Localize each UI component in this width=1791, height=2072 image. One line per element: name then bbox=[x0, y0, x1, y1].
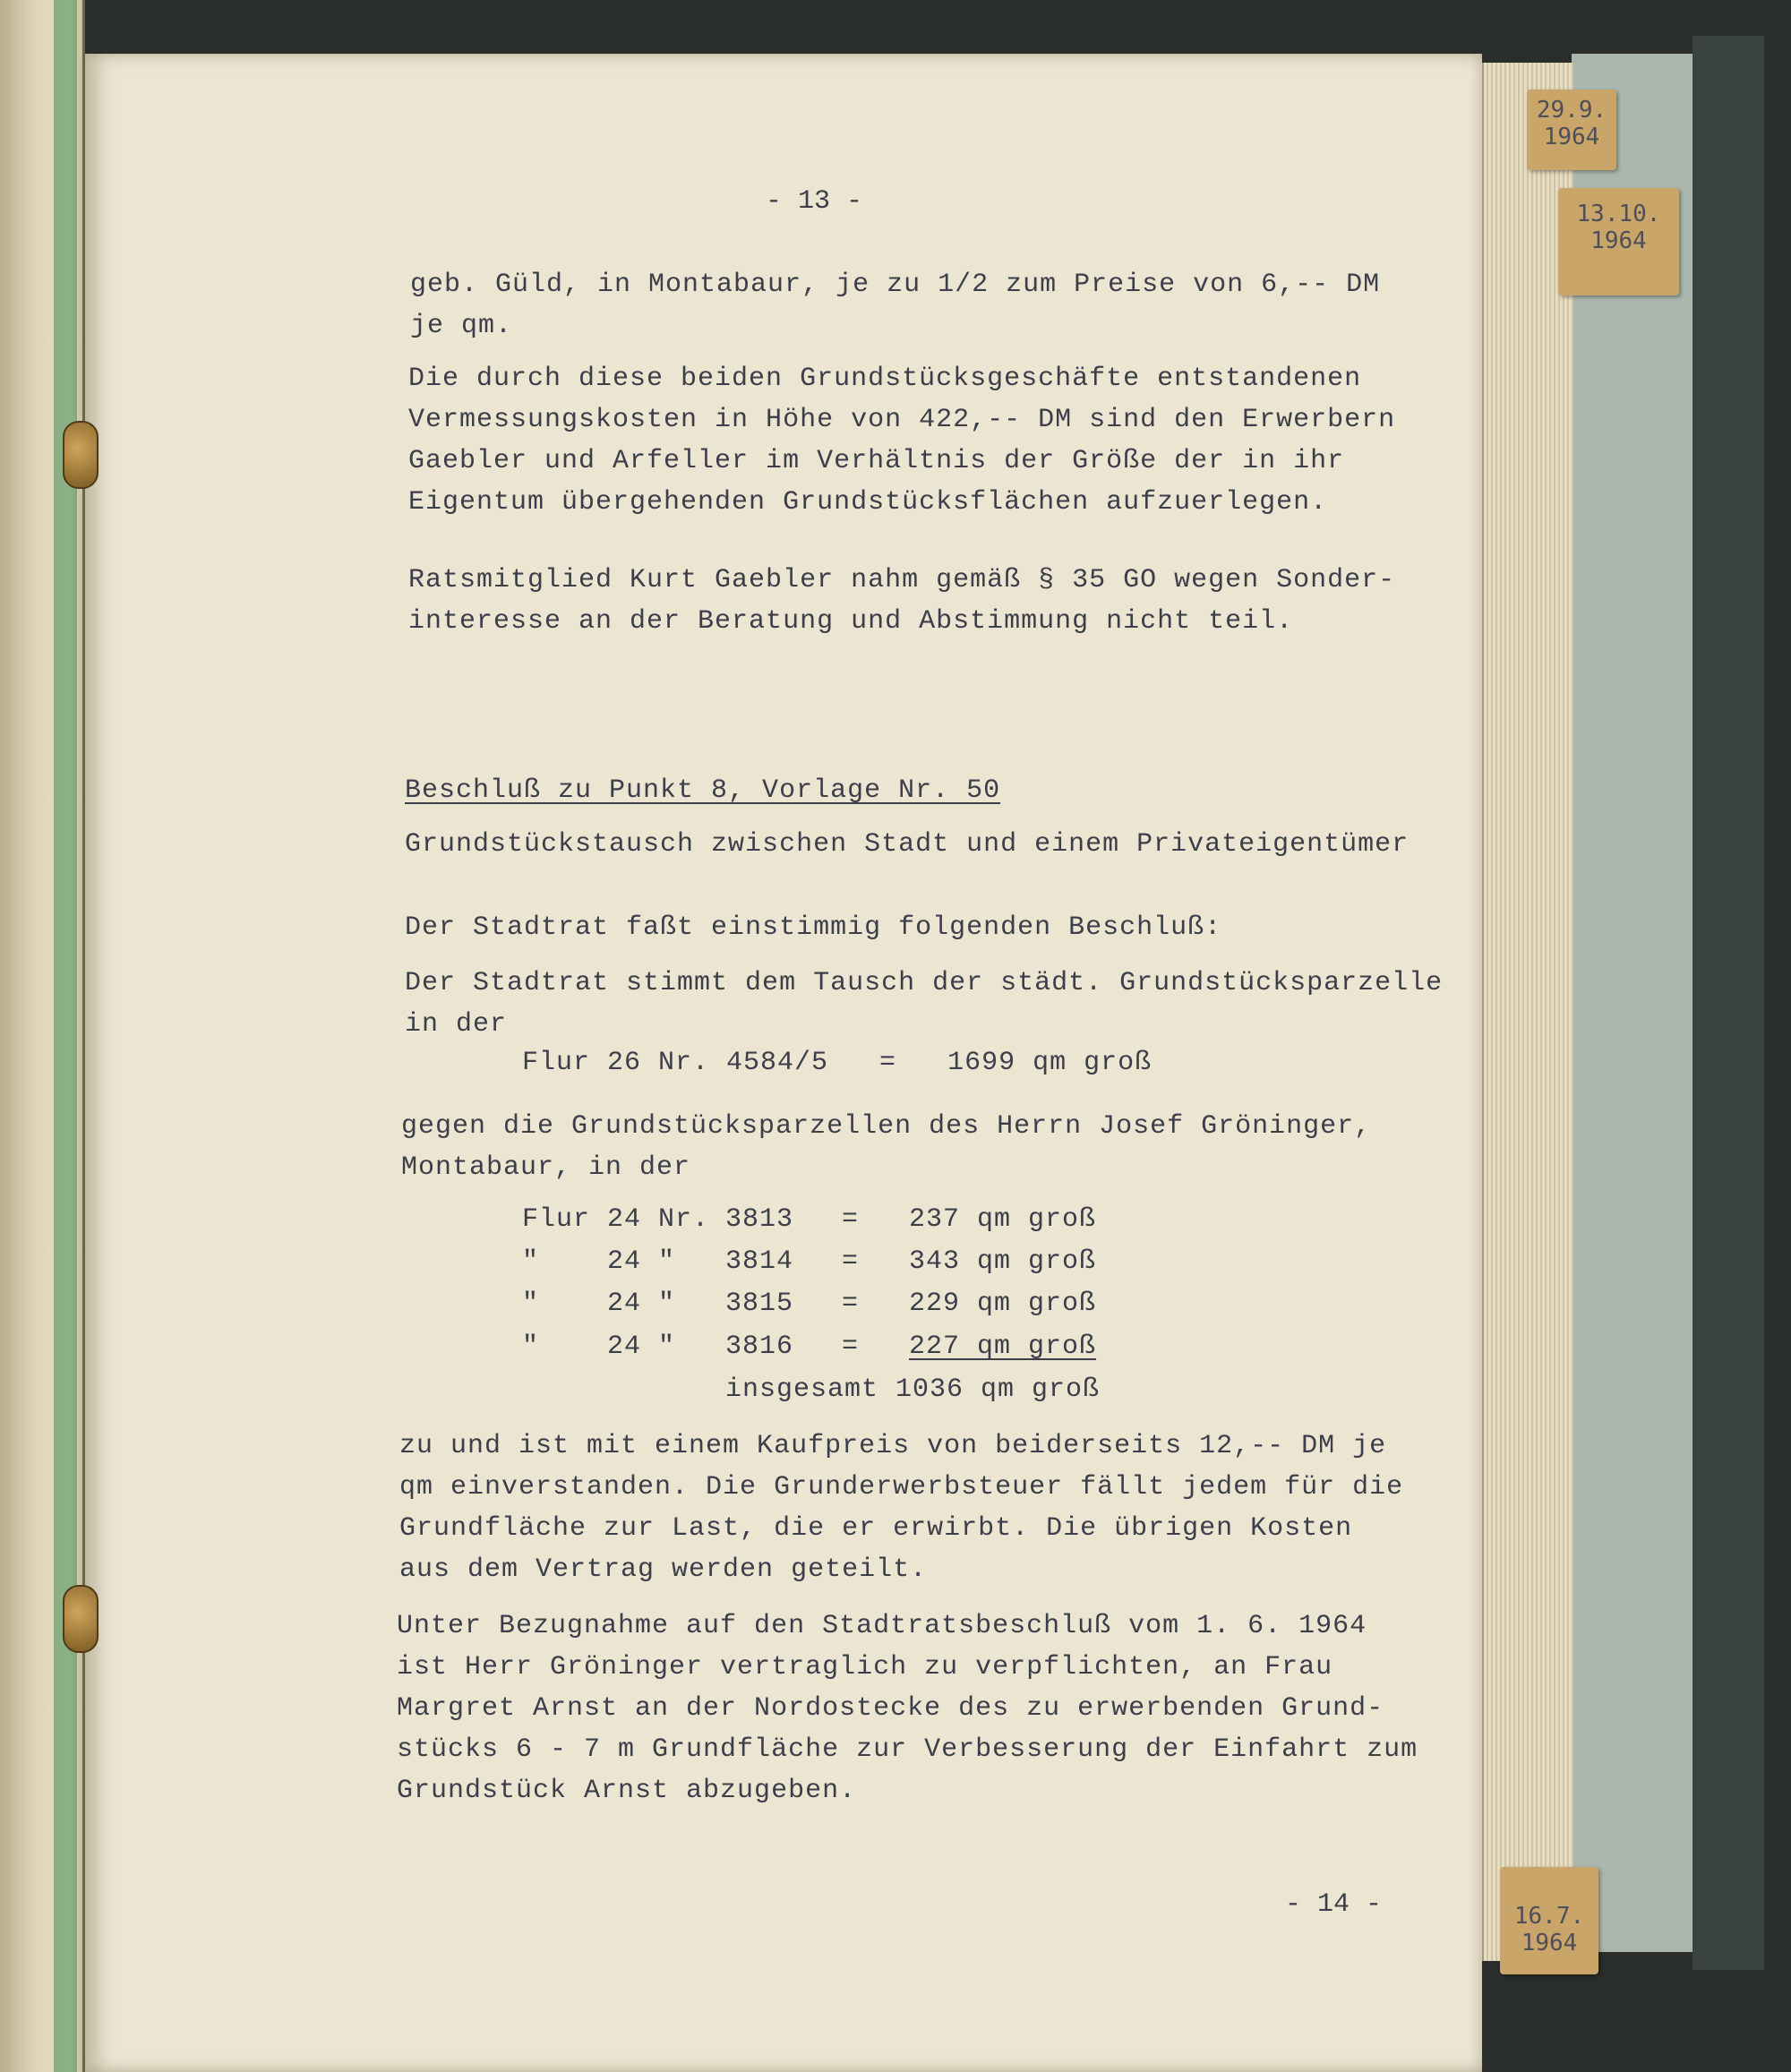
parcel-eq: = bbox=[842, 1204, 860, 1235]
paragraph bbox=[408, 358, 1395, 523]
binder-cover bbox=[1692, 36, 1764, 1970]
binder-ring bbox=[63, 1585, 99, 1653]
text-line: geb. Güld, in Montabaur, je zu 1/2 zum Preise von 6,-- DM bbox=[410, 270, 1381, 300]
parcel-flur: " 24 " bbox=[522, 1289, 676, 1319]
text-line: interesse an der Beratung und Abstimmung nicht teil. bbox=[408, 606, 1294, 637]
date-tab[interactable] bbox=[1558, 188, 1679, 295]
text-line: Unter Bezugnahme auf den Stadtratsbeschluß vom 1. 6. 1964 bbox=[397, 1611, 1367, 1641]
text-line: Ratsmitglied Kurt Gaebler nahm gemäß § 35 GO wegen Sonder- bbox=[408, 565, 1396, 595]
text-line: Gaebler und Arfeller im Verhältnis der Größe der in ihr bbox=[408, 446, 1345, 476]
tab-line: 16.7. bbox=[1513, 1903, 1585, 1930]
text-line: Montabaur, in der bbox=[401, 1152, 691, 1183]
tab-line: 1964 bbox=[1590, 227, 1647, 254]
text-line: je qm. bbox=[410, 311, 513, 341]
paragraph bbox=[399, 1426, 1403, 1590]
paragraph bbox=[405, 963, 1443, 1045]
parcel-flur: " 24 " bbox=[522, 1331, 676, 1362]
text-line: zu und ist mit einem Kaufpreis von beiderseits 12,-- DM je bbox=[399, 1431, 1387, 1461]
tab-line: 29.9. bbox=[1536, 97, 1607, 124]
parcel-area: 227 qm groß bbox=[909, 1331, 1097, 1362]
paragraph bbox=[410, 264, 1380, 347]
text-line: stücks 6 - 7 m Grundfläche zur Verbesserung der Einfahrt zum bbox=[397, 1734, 1418, 1765]
parcel-eq: = bbox=[842, 1289, 860, 1319]
text-line: in der bbox=[405, 1009, 508, 1040]
text-line: Die durch diese beiden Grundstücksgeschäfte entstandenen bbox=[408, 364, 1362, 394]
date-tab[interactable] bbox=[1527, 90, 1616, 170]
parcel-nr: 3814 bbox=[725, 1246, 794, 1277]
tab-line: 1964 bbox=[1543, 124, 1600, 150]
parcel-area: 343 qm groß bbox=[909, 1246, 1097, 1277]
resolution-heading: Beschluß zu Punkt 8, Vorlage Nr. 50 bbox=[405, 775, 1001, 806]
text-line: gegen die Grundstücksparzellen des Herrn Josef Gröninger, bbox=[401, 1111, 1372, 1142]
text-line: Der Stadtrat stimmt dem Tausch der städt. Grundstücksparzelle bbox=[405, 968, 1444, 998]
paragraph bbox=[401, 1106, 1371, 1188]
city-parcel: Flur 26 Nr. 4584/5 = 1699 qm groß bbox=[522, 1048, 1153, 1078]
parcel-flur: Flur 24 Nr. bbox=[522, 1204, 710, 1235]
text-line: Eigentum übergehenden Grundstücksflächen aufzuerlegen. bbox=[408, 487, 1328, 518]
parcel-eq: = bbox=[842, 1331, 860, 1362]
text-line: Grundfläche zur Last, die er erwirbt. Die übrigen Kosten bbox=[399, 1513, 1353, 1544]
text-line: aus dem Vertrag werden geteilt. bbox=[399, 1554, 928, 1585]
text-line: Vermessungskosten in Höhe von 422,-- DM sind den Erwerbern bbox=[408, 405, 1396, 435]
text-line: ist Herr Gröninger vertraglich zu verpflichten, an Frau bbox=[397, 1652, 1333, 1682]
parcel-eq: = bbox=[842, 1246, 860, 1277]
parcel-nr: 3816 bbox=[725, 1331, 794, 1362]
parcel-total: insgesamt 1036 qm groß bbox=[725, 1374, 1101, 1405]
paragraph bbox=[408, 560, 1395, 642]
binder-ring bbox=[63, 421, 99, 489]
tab-line: 1964 bbox=[1521, 1930, 1578, 1956]
intro-line: Der Stadtrat faßt einstimmig folgenden Beschluß: bbox=[405, 912, 1222, 943]
tab-line: 13.10. bbox=[1576, 201, 1661, 227]
parcel-area: 237 qm groß bbox=[909, 1204, 1097, 1235]
page-number-bottom: - 14 - bbox=[1285, 1889, 1383, 1920]
text-line: Margret Arnst an der Nordostecke des zu erwerbenden Grund- bbox=[397, 1693, 1384, 1724]
parcel-area: 229 qm groß bbox=[909, 1289, 1097, 1319]
binding-edge bbox=[54, 0, 77, 2072]
parcel-nr: 3813 bbox=[725, 1204, 794, 1235]
paragraph bbox=[397, 1605, 1418, 1811]
parcel-nr: 3815 bbox=[725, 1289, 794, 1319]
parcel-flur: " 24 " bbox=[522, 1246, 676, 1277]
page-stack-edge bbox=[1482, 63, 1573, 1961]
page-number-top: - 13 - bbox=[766, 186, 863, 217]
text-line: qm einverstanden. Die Grunderwerbsteuer fällt jedem für die bbox=[399, 1472, 1404, 1503]
subject-line: Grundstückstausch zwischen Stadt und einem Privateigentümer bbox=[405, 829, 1410, 860]
date-tab[interactable] bbox=[1500, 1867, 1598, 1974]
text-line: Grundstück Arnst abzugeben. bbox=[397, 1776, 857, 1806]
back-sheet bbox=[1572, 54, 1692, 1952]
